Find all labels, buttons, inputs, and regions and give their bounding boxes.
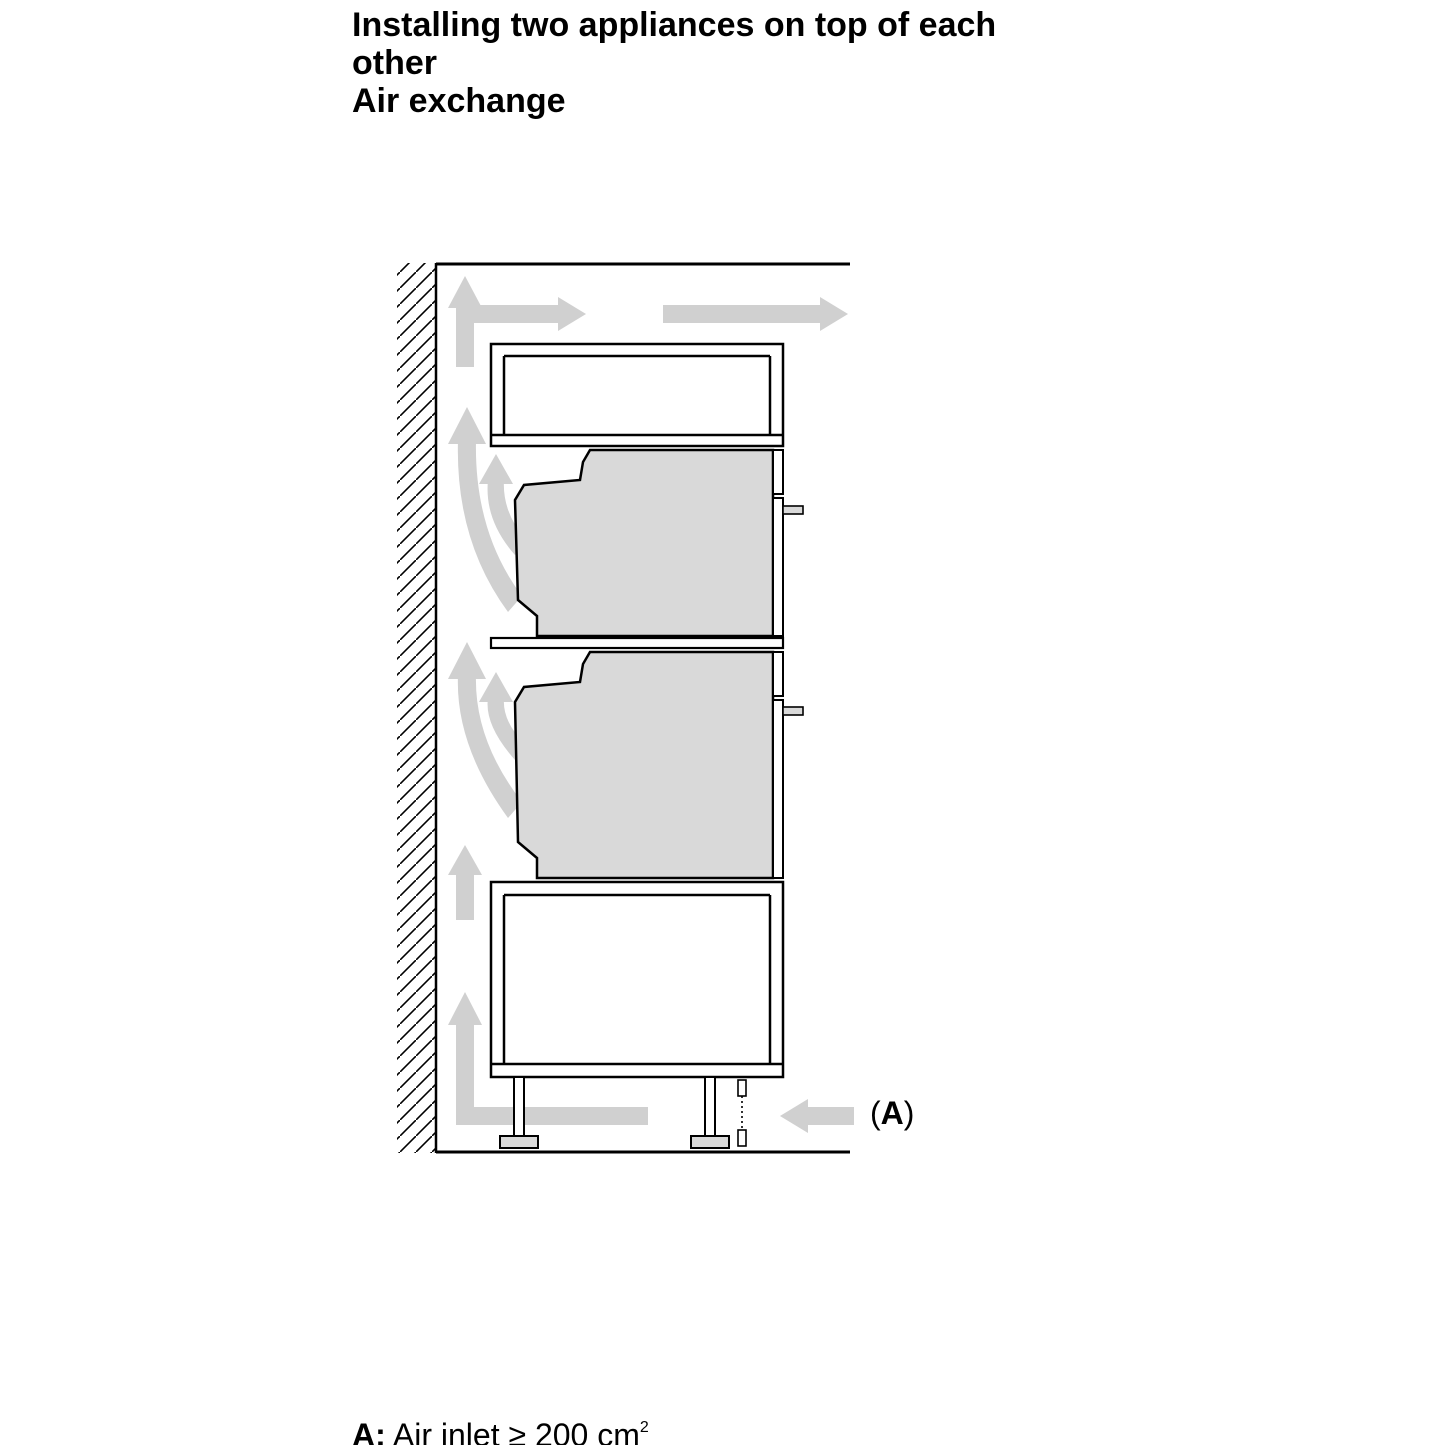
lower-appliance: [515, 652, 803, 878]
wall-hatching: [397, 263, 435, 1153]
legend-superscript: 2: [639, 1419, 649, 1436]
lower-appliance-body: [515, 652, 773, 878]
plinth-top-clip: [738, 1080, 746, 1096]
airflow-arrow-bottom-up: [448, 992, 482, 1125]
right-leg: [705, 1077, 715, 1137]
title-line-3: Air exchange: [352, 82, 566, 120]
left-leg: [514, 1077, 524, 1137]
air-inlet-marker: [870, 1095, 914, 1131]
plinth-bottom-clip: [738, 1130, 746, 1146]
upper-appliance: [515, 450, 803, 636]
lower-appliance-handle: [783, 707, 803, 715]
right-foot: [691, 1136, 729, 1148]
legend: [352, 1410, 649, 1445]
upper-appliance-body: [515, 450, 773, 636]
middle-shelf: [491, 638, 783, 648]
air-inlet-marker-open: (: [870, 1095, 881, 1131]
upper-appliance-door: [773, 498, 783, 636]
airflow-arrow-bottom-left: [456, 1107, 648, 1125]
upper-appliance-front-top: [773, 450, 783, 494]
airflow-arrow-upper-outer: [448, 407, 522, 612]
air-inlet-marker-close: ): [903, 1095, 915, 1131]
top-cabinet: [491, 344, 783, 446]
left-foot: [500, 1136, 538, 1148]
legend-key: A:: [352, 1417, 386, 1445]
airflow-arrow-top-right: [474, 297, 586, 331]
airflow-arrow-exhaust: [663, 297, 848, 331]
legend-text: Air inlet ≥ 200 cm: [392, 1417, 640, 1445]
air-inlet-marker-letter: A: [880, 1095, 904, 1131]
airflow-arrow-inlet: [780, 1099, 854, 1133]
airflow-arrow-mid-up: [448, 845, 482, 920]
lower-appliance-front-top: [773, 652, 783, 696]
title-line-1: Installing two appliances on top of each: [352, 6, 997, 44]
lower-appliance-door: [773, 700, 783, 878]
base-cabinet: [491, 882, 783, 1077]
title-line-2: other: [352, 44, 437, 82]
upper-appliance-handle: [783, 506, 803, 514]
